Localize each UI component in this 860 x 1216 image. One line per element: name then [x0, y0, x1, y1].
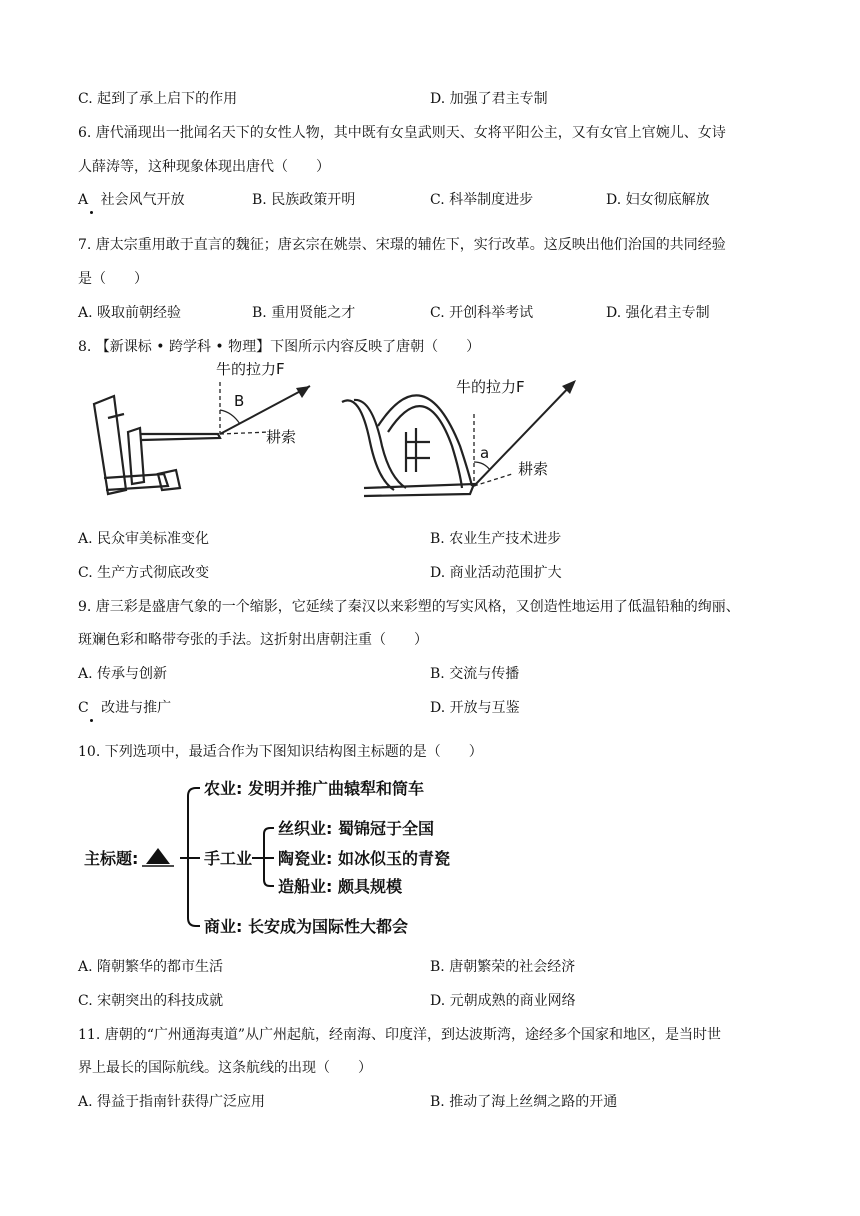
option-dot-mark — [90, 211, 93, 214]
q7-option-a: A. 吸取前朝经验 — [78, 305, 182, 321]
rope-label: 耕索 — [266, 428, 297, 446]
q8-option-d: D. 商业活动范围扩大 — [430, 565, 562, 581]
q10-option-a: A. 隋朝繁华的都市生活 — [78, 959, 224, 975]
straight-plow-figure — [84, 362, 324, 502]
q9-stem-line1: 9. 唐三彩是盛唐气象的一个缩影，它延续了秦汉以来彩塑的写实风格，又创造性地运用了低温铅釉的绚丽、 — [78, 599, 740, 615]
rope-dashed-line — [220, 432, 270, 434]
handicraft-label: 手工业 — [204, 849, 253, 868]
q7-option-c: C. 开创科举考试 — [430, 305, 534, 321]
q8-stem: 8. 【新课标 • 跨学科 • 物理】下图所示内容反映了唐朝（ ） — [78, 339, 481, 355]
q8-option-a: A. 民众审美标准变化 — [78, 531, 210, 547]
q7-option-b: B. 重用贤能之才 — [252, 305, 356, 321]
sub-bracket — [252, 828, 274, 886]
q9-option-a: A. 传承与创新 — [78, 666, 168, 682]
q11-stem-line1: 11. 唐朝的“广州通海夷道”从广州起航，经南海、印度洋，到达波斯湾，途经多个国家和地区，是当时世 — [78, 1027, 722, 1043]
q9-option-d: D. 开放与互鉴 — [430, 700, 520, 716]
option-text: 社会风气开放 — [100, 192, 185, 208]
curved-plow-drawing — [342, 395, 474, 496]
rope-label: 耕索 — [518, 460, 549, 478]
q9-option-b: B. 交流与传播 — [430, 666, 520, 682]
q6-stem-line1: 6. 唐代涌现出一批闻名天下的女性人物，其中既有女皇武则天、女将平阳公主，又有女官上官婉儿、女诗 — [78, 125, 726, 141]
knowledge-structure-diagram — [84, 772, 484, 942]
triangle-icon — [146, 848, 170, 864]
q8-option-c: C. 生产方式彻底改变 — [78, 565, 210, 581]
root-label: 主标题: — [84, 849, 139, 868]
q8-option-b: B. 农业生产技术进步 — [430, 531, 562, 547]
q9-option-c — [78, 697, 171, 717]
option-text: 改进与推广 — [101, 700, 172, 716]
porcelain-branch: 陶瓷业: 如冰似玉的青瓷 — [278, 849, 450, 868]
q11-stem-line2: 界上最长的国际航线。这条航线的出现（ ） — [78, 1060, 372, 1076]
q6-option-d: D. 妇女彻底解放 — [606, 192, 710, 208]
angle-label: a — [480, 444, 490, 462]
q7-stem-line1: 7. 唐太宗重用敢于直言的魏征；唐玄宗在姚崇、宋璟的辅佐下，实行改革。这反映出他们治国的共同经验 — [78, 237, 726, 253]
q10-option-c: C. 宋朝突出的科技成就 — [78, 993, 224, 1009]
commerce-branch: 商业: 长安成为国际性大都会 — [204, 917, 408, 936]
angle-arc — [220, 410, 240, 424]
q6-option-a — [78, 189, 185, 209]
straight-plow-drawing — [94, 396, 220, 494]
silk-branch: 丝织业: 蜀锦冠于全国 — [278, 819, 434, 838]
q5-option-d: D. 加强了君主专制 — [430, 91, 548, 107]
option-letter: A — [78, 192, 89, 208]
q11-option-a: A. 得益于指南针获得广泛应用 — [78, 1094, 266, 1110]
agriculture-branch: 农业: 发明并推广曲辕犁和筒车 — [204, 779, 424, 798]
curved-plow-figure — [334, 362, 594, 502]
q6-option-b: B. 民族政策开明 — [252, 192, 356, 208]
q7-option-d: D. 强化君主专制 — [606, 305, 710, 321]
q7-stem-line2: 是（ ） — [78, 271, 148, 287]
q11-option-b: B. 推动了海上丝绸之路的开通 — [430, 1094, 618, 1110]
q10-option-d: D. 元朝成熟的商业网络 — [430, 993, 576, 1009]
angle-label: B — [234, 392, 245, 410]
q10-stem: 10. 下列选项中，最适合作为下图知识结构图主标题的是（ ） — [78, 744, 483, 760]
option-letter: C — [78, 700, 89, 716]
q10-option-b: B. 唐朝繁荣的社会经济 — [430, 959, 576, 975]
q9-stem-line2: 斑斓色彩和略带夸张的手法。这折射出唐朝注重（ ） — [78, 632, 428, 648]
angle-arc — [474, 462, 490, 470]
option-dot-mark — [90, 719, 93, 722]
shipbuilding-branch: 造船业: 颇具规模 — [278, 877, 402, 896]
q6-option-c: C. 科举制度进步 — [430, 192, 534, 208]
force-label: 牛的拉力F — [456, 378, 525, 396]
q6-stem-line2: 人薛涛等，这种现象体现出唐代（ ） — [78, 159, 330, 175]
force-label: 牛的拉力F — [216, 362, 285, 378]
q5-option-c: C. 起到了承上启下的作用 — [78, 91, 238, 107]
